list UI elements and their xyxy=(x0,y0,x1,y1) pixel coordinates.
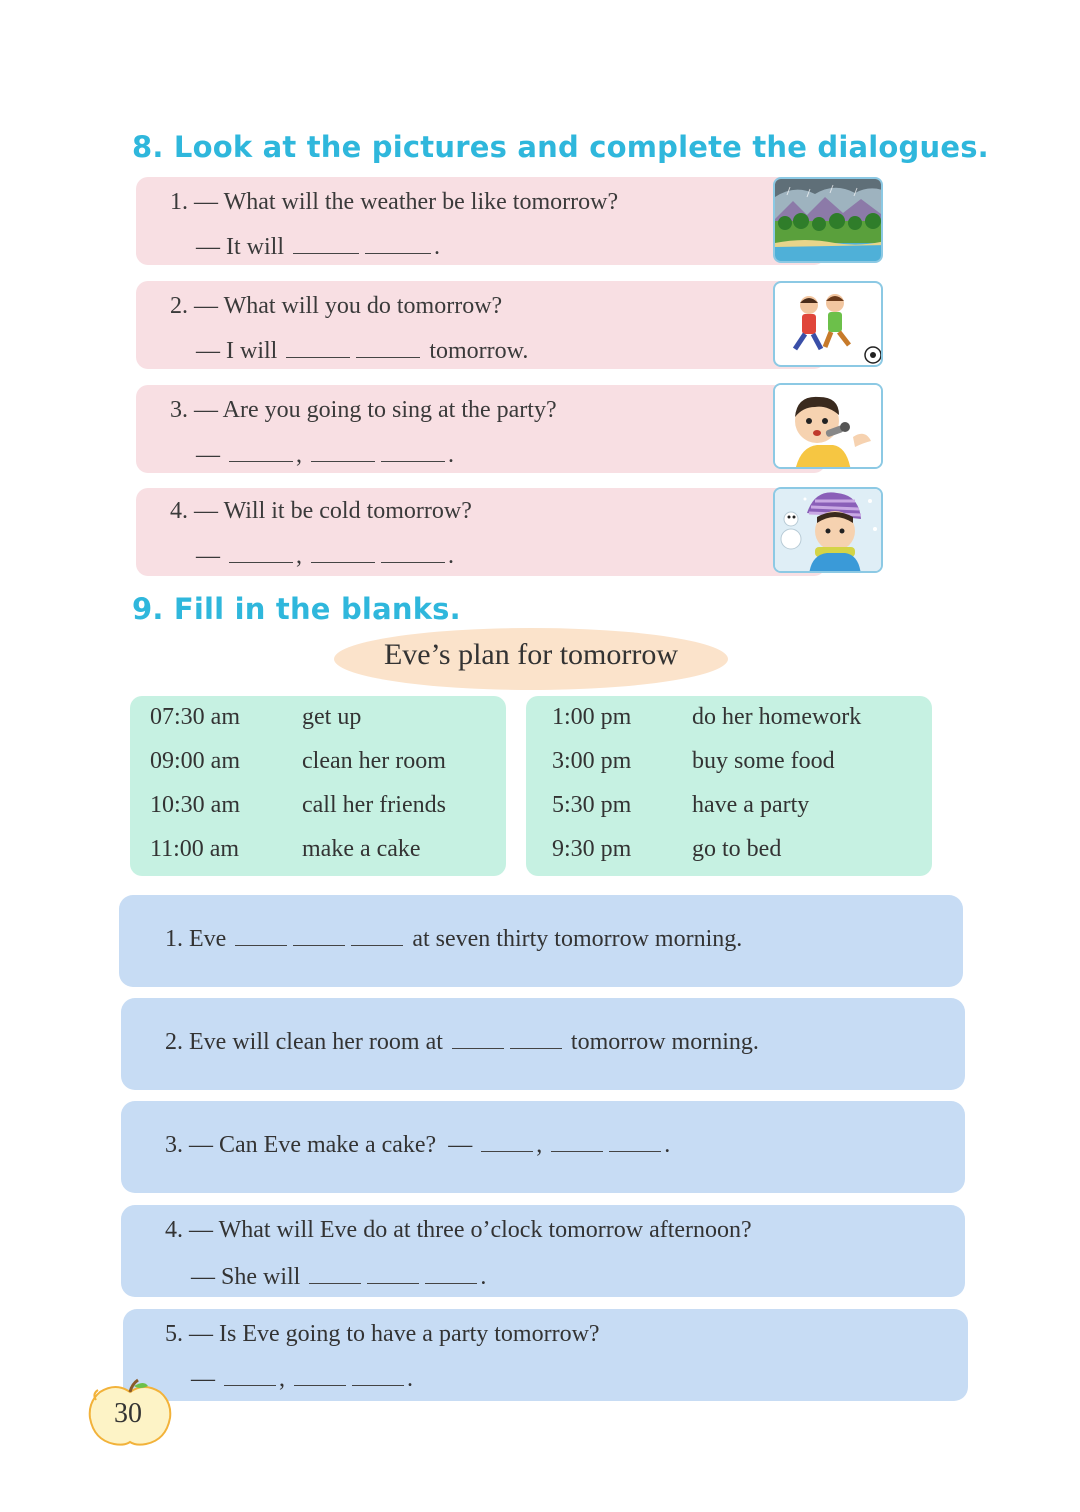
answer-blank[interactable] xyxy=(481,1131,533,1152)
dialogue-1-number: 1. xyxy=(170,189,188,215)
answer-blank[interactable] xyxy=(311,542,375,563)
dialogue-2-answer-prefix: — I will xyxy=(196,338,278,364)
schedule-activity: call her friends xyxy=(302,792,446,818)
fill-question-4-end: . xyxy=(480,1264,487,1290)
answer-blank[interactable] xyxy=(609,1131,661,1152)
fill-question-3-end: . xyxy=(664,1132,671,1158)
answer-blank[interactable] xyxy=(425,1263,477,1284)
section-9-heading: 9. Fill in the blanks. xyxy=(132,592,461,626)
fill-question-4-line1: 4. — What will Eve do at three o’clock tomorrow afternoon? xyxy=(165,1217,752,1243)
dialogue-4-answer-end: . xyxy=(448,543,454,569)
dialogue-3-number: 3. xyxy=(170,397,188,423)
answer-blank[interactable] xyxy=(551,1131,603,1152)
dialogue-2-box xyxy=(136,281,826,369)
answer-blank[interactable] xyxy=(293,233,359,254)
schedule-activity: make a cake xyxy=(302,836,421,862)
answer-blank[interactable] xyxy=(351,925,403,946)
answer-blank[interactable] xyxy=(381,441,445,462)
answer-blank[interactable] xyxy=(294,1365,346,1386)
answer-blank[interactable] xyxy=(229,441,293,462)
fill-question-5-line2 xyxy=(191,1365,413,1393)
dialogue-2-question-text: — What will you do tomorrow? xyxy=(194,293,503,319)
boy-singing-picture xyxy=(773,383,883,469)
fill-question-4 xyxy=(121,1205,965,1297)
dialogue-1-answer-end: . xyxy=(434,234,440,260)
fill-question-2-line xyxy=(165,1028,759,1056)
dialogue-3-answer-comma: , xyxy=(296,442,302,468)
fill-question-5-prefix: — xyxy=(191,1366,215,1392)
fill-question-5-line1: 5. — Is Eve going to have a party tomorrow? xyxy=(165,1321,600,1347)
schedule-time: 10:30 am xyxy=(150,792,240,818)
dialogue-4-answer-prefix: — xyxy=(196,543,220,569)
answer-blank[interactable] xyxy=(352,1365,404,1386)
fill-question-3-line xyxy=(165,1131,670,1159)
answer-blank[interactable] xyxy=(356,337,420,358)
answer-blank[interactable] xyxy=(381,542,445,563)
answer-blank[interactable] xyxy=(510,1028,562,1049)
fill-question-5-end: . xyxy=(407,1366,413,1392)
dialogue-1-answer xyxy=(196,233,440,261)
fill-question-4-prefix: — She will xyxy=(191,1264,301,1290)
dialogue-1-question-text: — What will the weather be like tomorrow? xyxy=(194,189,619,215)
schedule-activity: go to bed xyxy=(692,836,782,862)
dialogue-1-question xyxy=(170,189,618,216)
dialogue-1-box xyxy=(136,177,826,265)
dialogue-3-question-text: — Are you going to sing at the party? xyxy=(194,397,557,423)
answer-blank[interactable] xyxy=(235,925,287,946)
schedule-time: 1:00 pm xyxy=(552,704,632,730)
dialogue-3-answer-end: . xyxy=(448,442,454,468)
fill-question-3-dash: — xyxy=(448,1132,473,1158)
answer-blank[interactable] xyxy=(229,542,293,563)
fill-question-2 xyxy=(121,998,965,1090)
schedule-time: 3:00 pm xyxy=(552,748,632,774)
answer-blank[interactable] xyxy=(286,337,350,358)
dialogue-1-answer-prefix: — It will xyxy=(196,234,284,260)
rainy-landscape-picture xyxy=(773,177,883,263)
answer-blank[interactable] xyxy=(293,925,345,946)
fill-question-2-suffix: tomorrow morning. xyxy=(570,1029,759,1055)
dialogue-4-question xyxy=(170,498,472,525)
page-number: 30 xyxy=(114,1398,142,1429)
dialogue-3-answer-prefix: — xyxy=(196,442,220,468)
boys-playing-football-picture xyxy=(773,281,883,367)
dialogue-4-answer-comma: , xyxy=(296,543,302,569)
dialogue-2-answer-end: tomorrow. xyxy=(429,338,529,364)
dialogue-4-number: 4. xyxy=(170,498,188,524)
dialogue-2-answer xyxy=(196,337,528,365)
fill-question-5 xyxy=(123,1309,968,1401)
schedule-activity: have a party xyxy=(692,792,810,818)
dialogue-3-question xyxy=(170,397,557,424)
schedule-activity: buy some food xyxy=(692,748,835,774)
plan-title: Eve’s plan for tomorrow xyxy=(383,638,679,671)
schedule-time: 9:30 pm xyxy=(552,836,632,862)
fill-question-4-line2 xyxy=(191,1263,486,1291)
schedule-time: 5:30 pm xyxy=(552,792,632,818)
fill-question-1-line xyxy=(165,925,742,953)
fill-question-3-comma: , xyxy=(536,1132,543,1158)
answer-blank[interactable] xyxy=(224,1365,276,1386)
morning-schedule xyxy=(130,696,506,876)
boy-in-winter-picture xyxy=(773,487,883,573)
dialogue-3-answer xyxy=(196,441,454,469)
fill-question-1-prefix: 1. Eve xyxy=(165,926,227,952)
dialogue-4-answer xyxy=(196,542,454,570)
dialogue-4-question-text: — Will it be cold tomorrow? xyxy=(194,498,472,524)
schedule-activity: get up xyxy=(302,704,362,730)
answer-blank[interactable] xyxy=(367,1263,419,1284)
dialogue-3-box xyxy=(136,385,826,473)
fill-question-1 xyxy=(119,895,963,987)
fill-question-2-prefix: 2. Eve will clean her room at xyxy=(165,1029,443,1055)
fill-question-3-prefix: 3. — Can Eve make a cake? xyxy=(165,1132,437,1158)
dialogue-4-box xyxy=(136,488,826,576)
fill-question-5-comma: , xyxy=(279,1366,285,1392)
answer-blank[interactable] xyxy=(365,233,431,254)
fill-question-3 xyxy=(121,1101,965,1193)
schedule-activity: clean her room xyxy=(302,748,446,774)
dialogue-2-question xyxy=(170,293,502,320)
schedule-time: 07:30 am xyxy=(150,704,240,730)
schedule-time: 09:00 am xyxy=(150,748,240,774)
answer-blank[interactable] xyxy=(452,1028,504,1049)
afternoon-schedule xyxy=(526,696,932,876)
answer-blank[interactable] xyxy=(309,1263,361,1284)
schedule-activity: do her homework xyxy=(692,704,862,730)
fill-question-1-suffix: at seven thirty tomorrow morning. xyxy=(412,926,743,952)
dialogue-2-number: 2. xyxy=(170,293,188,319)
answer-blank[interactable] xyxy=(311,441,375,462)
section-8-heading: 8. Look at the pictures and complete the dialogues. xyxy=(132,130,989,164)
schedule-time: 11:00 am xyxy=(150,836,240,862)
